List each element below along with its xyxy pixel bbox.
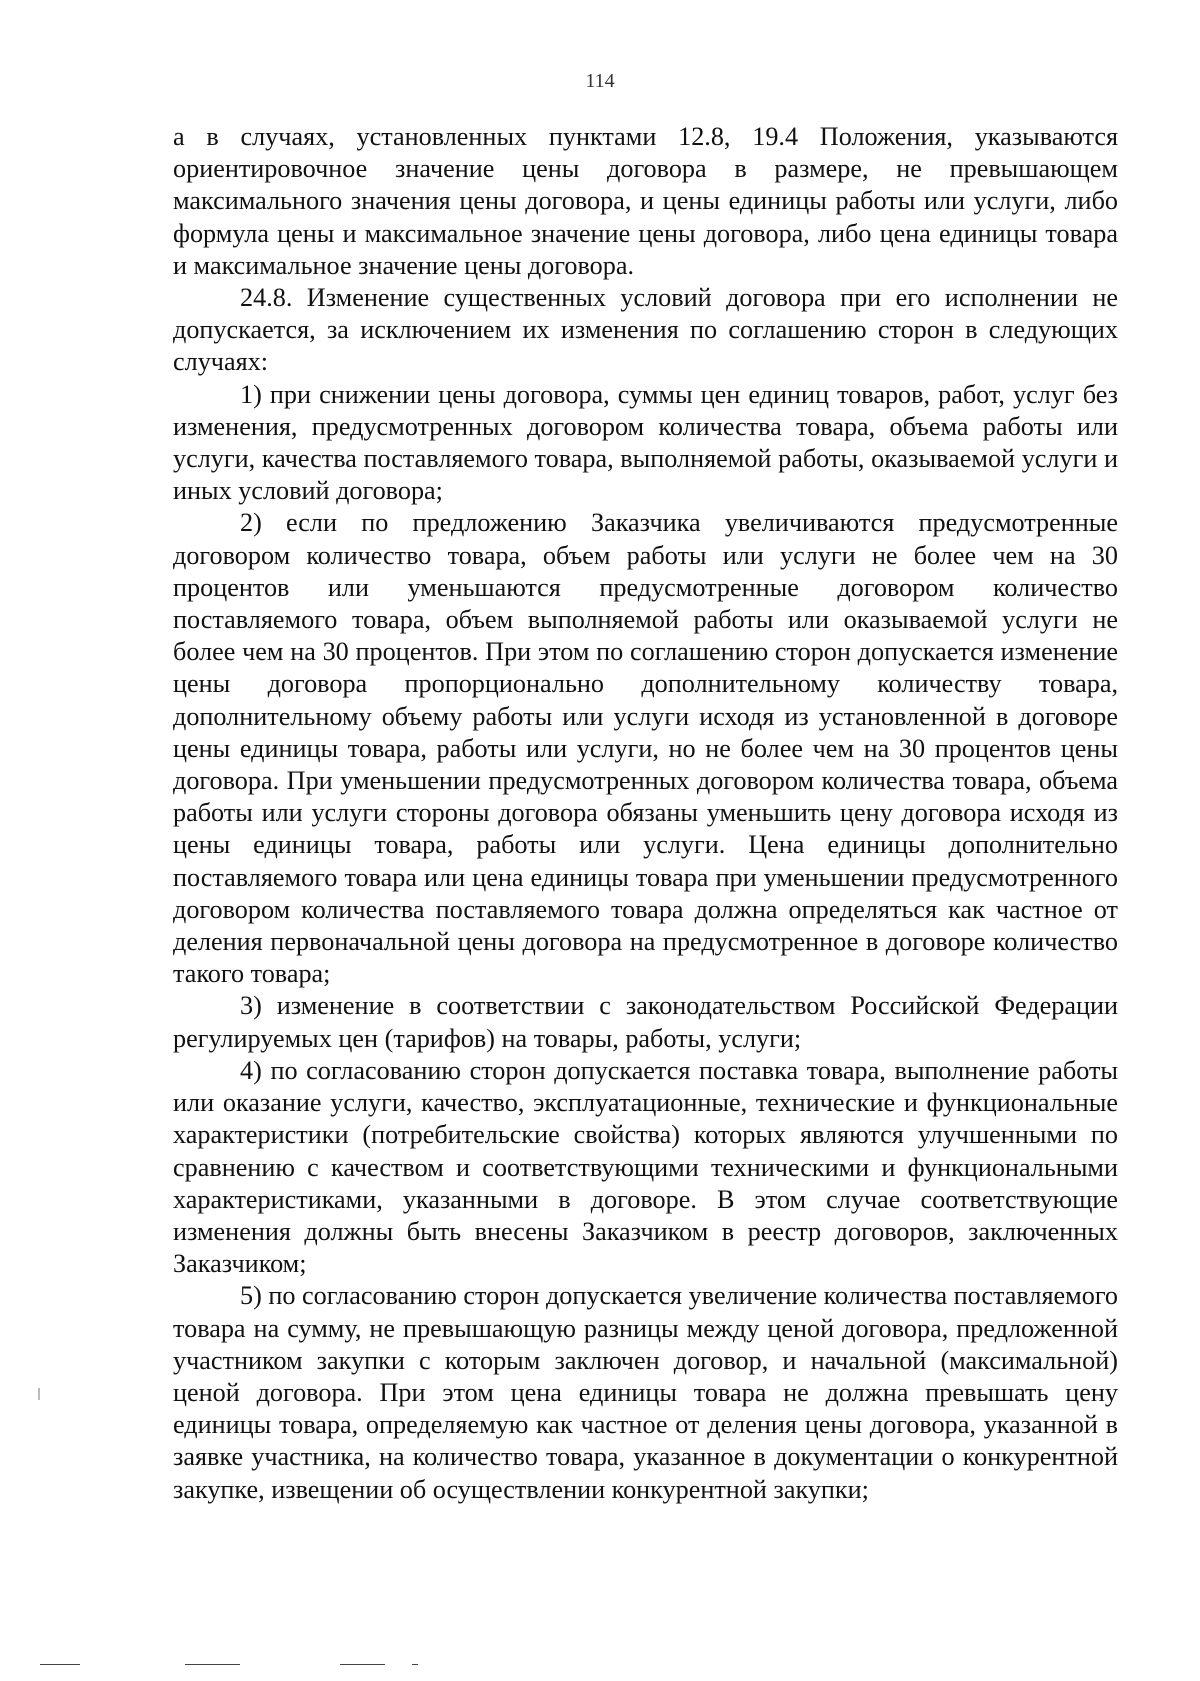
list-item-1: 1) при снижении цены договора, суммы цен единиц товаров, работ, услуг без изменения, предусмотренных договором количества товара, объема работы или услуги, качества поставляемого товара, выполняемой работы, оказываемой услуги и иных условий договора;	[173, 379, 1118, 506]
scan-margin-mark	[38, 1388, 40, 1400]
scan-line	[185, 1664, 240, 1665]
paragraph-24-8: 24.8. Изменение существенных условий договора при его исполнении не допускается, за исключением их изменения по соглашению сторон в следующих случаях:	[173, 283, 1118, 377]
list-item-5: 5) по согласованию сторон допускается увеличение количества поставляемого товара на сумму, не превышающую разницы между ценой договора, предложенной участником закупки с которым заключен договор, и начальной (максимальной) ценой договора. При этом цена единицы товара не должна превышать цену единицы товара, определяемую как частное от деления цены договора, указанной в заявке участника, на количество товара, указанное в документации о конкурентной закупке, извещении об осуществлении конкурентной закупки;	[173, 1281, 1118, 1504]
scan-line	[412, 1664, 418, 1665]
document-body	[173, 121, 1118, 1506]
list-item-3: 3) изменение в соответствии с законодательством Российской Федерации регулируемых цен (тарифов) на товары, работы, услуги;	[173, 991, 1118, 1053]
scan-line	[340, 1664, 385, 1665]
scan-line	[40, 1664, 80, 1665]
list-item-2: 2) если по предложению Заказчика увеличиваются предусмотренные договором количество товара, объем работы или услуги не более чем на 30 процентов или уменьшаются предусмотренные договором количество поставляемого товара, объем выполняемой работы или оказываемой услуги не более чем на 30 процентов. При этом по соглашению сторон допускается изменение цены договора пропорционально дополнительному количеству товара, дополнительному объему работы или услуги исходя из установленной в договоре цены единицы товара, работы или услуги, но не более чем на 30 процентов цены договора. При уменьшении предусмотренных договором количества товара, объема работы или услуги стороны договора обязаны уменьшить цену договора исходя из цены единицы товара, работы или услуги. Цена единицы дополнительно поставляемого товара или цена единицы товара при уменьшении предусмотренного договором количества поставляемого товара должна определяться как частное от деления первоначальной цены договора на предусмотренное в договоре количество такого товара;	[173, 508, 1118, 989]
paragraph-continuation: а в случаях, установленных пунктами 12.8, 19.4 Положения, указываются ориентировочное значение цены договора в размере, не превышающем максимального значения цены договора, и цены единицы работы или услуги, либо формула цены и максимальное значение цены договора, либо цена единицы товара и максимальное значение цены договора.	[173, 122, 1118, 280]
list-item-4: 4) по согласованию сторон допускается поставка товара, выполнение работы или оказание услуги, качество, эксплуатационные, технические и функциональные характеристики (потребительские свойства) которых являются улучшенными по сравнению с качеством и соответствующими техническими и функциональными характеристиками, указанными в договоре. В этом случае соответствующие изменения должны быть внесены Заказчиком в реестр договоров, заключенных Заказчиком;	[173, 1055, 1118, 1279]
page-number: 114	[585, 70, 615, 92]
scan-artifact-lines	[0, 1660, 1200, 1670]
